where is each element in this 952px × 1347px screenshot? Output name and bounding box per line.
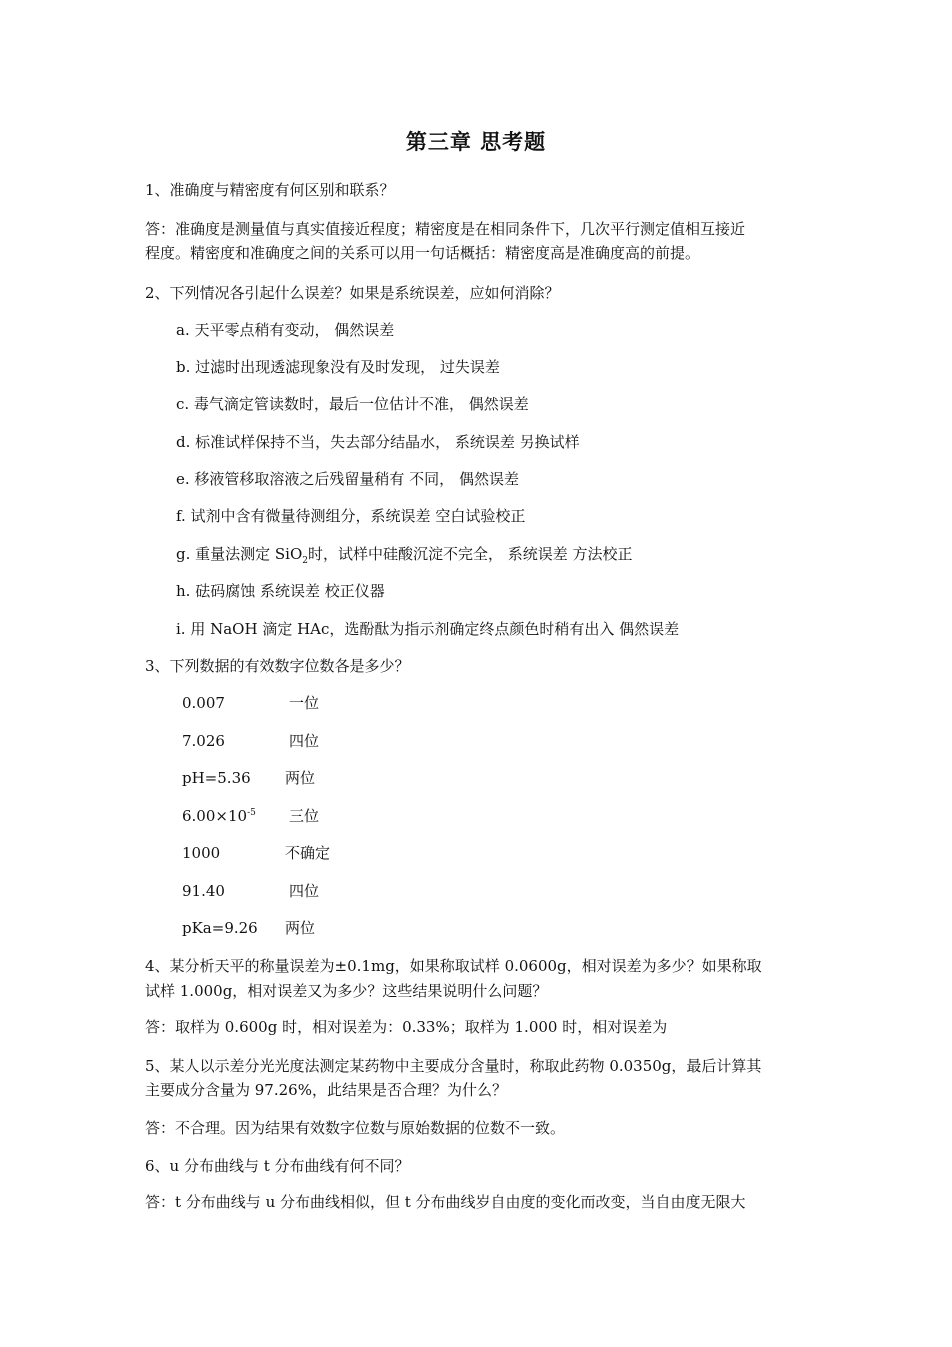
question-5-line-1: 5、某人以示差分光光度法测定某药物中主要成分含量时，称取此药物 0.0350g，最后计算其 — [145, 1057, 762, 1075]
page-title: 第三章 思考题 — [405, 129, 547, 154]
question-3: 3、下列数据的有效数字位数各是多少？ — [145, 657, 410, 675]
number-value: pKa=9.26 — [182, 919, 258, 937]
list-item: a. 天平零点稍有变动， 偶然误差 — [176, 321, 395, 339]
number-value: 91.40 — [182, 882, 225, 900]
digit-count: 四位 — [289, 882, 320, 900]
list-item-g: g. 重量法测定 SiO$_2$时，试样中硅酸沉淀不完全， 系统误差 方法校正 — [176, 545, 633, 566]
question-1: 1、准确度与精密度有何区别和联系？ — [145, 181, 395, 199]
list-item: c. 毒气滴定管读数时，最后一位估计不准， 偶然误差 — [176, 395, 529, 413]
digit-count: 三位 — [289, 807, 320, 825]
digit-count: 两位 — [285, 769, 316, 787]
answer-5: 答：不合理。因为结果有效数字位数与原始数据的位数不一致。 — [145, 1119, 566, 1137]
list-item: d. 标准试样保持不当，失去部分结晶水， 系统误差 另换试样 — [176, 433, 580, 451]
number-value: 1000 — [182, 844, 221, 862]
question-5-line-2: 主要成分含量为 97.26%，此结果是否合理？为什么？ — [145, 1081, 507, 1099]
number-value: 7.026 — [182, 732, 225, 750]
list-item: i. 用 NaOH 滴定 HAc，选酚酞为指示剂确定终点颜色时稍有出入 偶然误差 — [176, 620, 680, 638]
number-value: pH=5.36 — [182, 769, 251, 787]
list-item: e. 移液管移取溶液之后残留量稍有 不同， 偶然误差 — [176, 470, 519, 488]
digit-count: 一位 — [289, 694, 320, 712]
list-item: h. 砝码腐蚀 系统误差 校正仪器 — [176, 582, 385, 600]
digit-count: 四位 — [289, 732, 320, 750]
digit-count: 两位 — [285, 919, 316, 937]
answer-4: 答：取样为 0.600g 时，相对误差为：0.33%；取样为 1.000 时，相对误差为 — [145, 1018, 668, 1036]
number-value: 0.007 — [182, 694, 225, 712]
question-6: 6、u 分布曲线与 t 分布曲线有何不同？ — [145, 1157, 410, 1175]
list-item: f. 试剂中含有微量待测组分，系统误差 空白试验校正 — [176, 507, 526, 525]
answer-1-line-2: 程度。精密度和准确度之间的关系可以用一句话概括：精密度高是准确度高的前提。 — [145, 244, 701, 262]
question-4-line-2: 试样 1.000g，相对误差又为多少？这些结果说明什么问题？ — [145, 982, 548, 1000]
answer-6: 答：t 分布曲线与 u 分布曲线相似，但 t 分布曲线岁自由度的变化而改变，当自由度无限大 — [145, 1193, 746, 1211]
number-value: $6.00\times 10^{-5}$ — [182, 807, 256, 825]
question-4-line-1: 4、某分析天平的称量误差为±0.1mg，如果称取试样 0.0600g，相对误差为多少？如果称取 — [145, 957, 762, 975]
answer-1-line-1: 答：准确度是测量值与真实值接近程度；精密度是在相同条件下，几次平行测定值相互接近 — [145, 220, 746, 238]
list-item: b. 过滤时出现透滤现象没有及时发现， 过失误差 — [176, 358, 500, 376]
digit-count: 不确定 — [285, 844, 331, 862]
question-2: 2、下列情况各引起什么误差？如果是系统误差，应如何消除？ — [145, 284, 560, 302]
